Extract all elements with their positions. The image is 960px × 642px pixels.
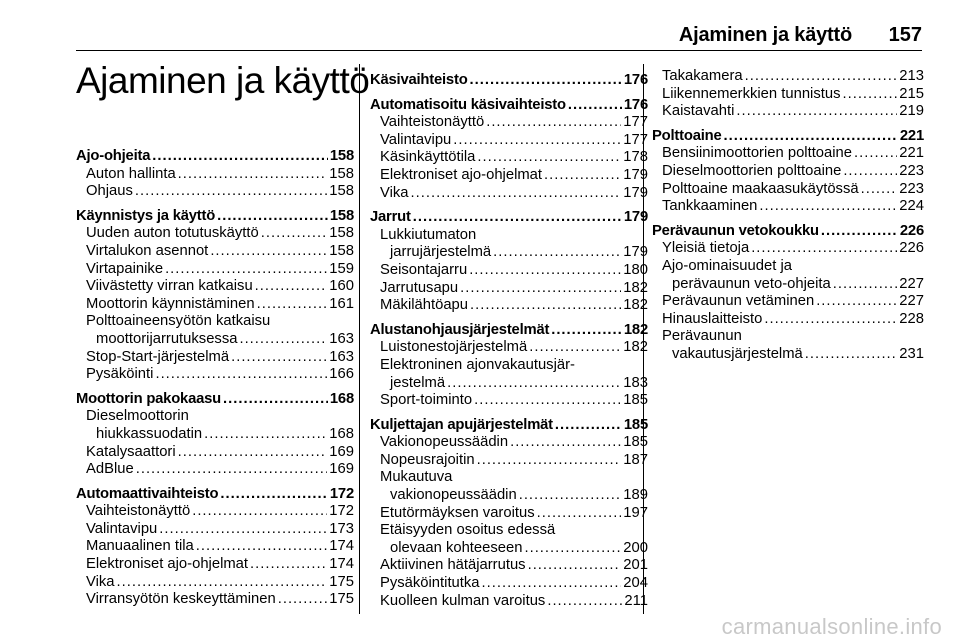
header-rule	[76, 50, 922, 51]
dot-leader	[413, 209, 622, 227]
toc-entry-label: Ajo-ominaisuudet ja	[662, 257, 792, 274]
section-gap	[76, 479, 354, 486]
dot-leader	[470, 72, 622, 90]
toc-entry[interactable]	[76, 538, 354, 556]
toc-page-number: 169	[329, 461, 354, 478]
toc-entry[interactable]	[652, 163, 924, 181]
toc-entry-label: Uuden auton totutuskäyttö	[86, 225, 259, 242]
dot-leader	[486, 114, 621, 132]
toc-page-number: 223	[899, 180, 924, 197]
section-gap	[370, 410, 648, 417]
toc-page-number: 175	[329, 591, 354, 608]
toc-entry[interactable]	[370, 149, 648, 167]
toc-entry-label: Vaihteistonäyttö	[86, 503, 191, 520]
toc-page-number: 185	[623, 434, 648, 451]
toc-entry[interactable]	[370, 262, 648, 280]
dot-leader	[453, 132, 621, 150]
toc-entry[interactable]	[370, 167, 648, 185]
section-gap	[652, 216, 924, 223]
toc-entry[interactable]	[370, 114, 648, 132]
toc-page-number: 200	[623, 539, 648, 556]
toc-page-number: 161	[329, 295, 354, 312]
toc-page-number: 221	[899, 145, 924, 162]
toc-page-number: 163	[329, 348, 354, 365]
toc-entry-label: Viivästetty virran katkaisu	[86, 278, 253, 295]
toc-entry-label: Polttoaineensyötön katkaisu	[86, 313, 271, 330]
toc-page-number: 182	[623, 321, 648, 338]
dot-leader	[745, 68, 898, 86]
toc-entry-label: jestelmä	[390, 374, 446, 391]
toc-entry[interactable]	[370, 185, 648, 203]
toc-entry-label: Polttoaine	[652, 127, 722, 144]
section-gap	[370, 202, 648, 209]
toc-entry-label: Dieselmoottorien polttoaine	[662, 162, 842, 179]
toc-entry[interactable]	[76, 225, 354, 243]
toc-entry[interactable]	[370, 593, 648, 611]
toc-page-number: 204	[623, 575, 648, 592]
toc-entry[interactable]	[76, 278, 354, 296]
toc-page-number: 211	[624, 592, 648, 609]
dot-leader	[261, 225, 328, 243]
dot-leader	[217, 208, 328, 226]
toc-entry[interactable]	[76, 349, 354, 367]
toc-entry-label: Vaihteistonäyttö	[380, 114, 485, 131]
toc-entry[interactable]	[76, 183, 354, 201]
toc-entry-first-line	[76, 408, 354, 426]
dot-leader	[816, 293, 897, 311]
toc-page-number: 168	[329, 425, 354, 442]
toc-entry-label: Alustanohjausjärjestelmät	[370, 321, 550, 338]
dot-leader	[474, 392, 621, 410]
toc-entry[interactable]	[652, 68, 924, 86]
toc-page-number: 172	[329, 485, 354, 502]
toc-entry[interactable]	[76, 521, 354, 539]
dot-leader	[210, 243, 327, 261]
toc-page-number: 172	[329, 503, 354, 520]
dot-leader	[821, 223, 898, 241]
toc-entry[interactable]	[652, 145, 924, 163]
toc-entry[interactable]	[652, 311, 924, 329]
toc-entry-label: Valintavipu	[86, 520, 158, 537]
toc-entry-label: Bensiinimoottorien polttoaine	[662, 145, 853, 162]
toc-page-number: 221	[899, 127, 924, 144]
toc-entry-label: Käsivaihteisto	[370, 72, 468, 88]
toc-page-number: 160	[329, 278, 354, 295]
dot-leader	[204, 426, 327, 444]
dot-leader	[135, 183, 327, 201]
toc-entry[interactable]	[370, 505, 648, 523]
toc-page-number: 201	[623, 557, 648, 574]
toc-entry[interactable]	[370, 339, 648, 357]
toc-entry[interactable]	[652, 86, 924, 104]
toc-page-number: 197	[623, 504, 648, 521]
toc-entry-label: Auton hallinta	[86, 165, 176, 182]
toc-entry[interactable]	[76, 444, 354, 462]
toc-page-number: 166	[329, 366, 354, 383]
toc-entry-label: Takakamera	[662, 68, 743, 84]
toc-entry-label: Kaistavahti	[662, 103, 735, 120]
toc-page-number: 227	[899, 293, 924, 310]
toc-entry-continuation[interactable]	[652, 346, 924, 364]
toc-entry-label: Käynnistys ja käyttö	[76, 207, 216, 224]
toc-entry-label: Vakionopeussäädin	[380, 434, 509, 451]
toc-section-entry[interactable]	[76, 391, 354, 409]
dot-leader	[178, 444, 328, 462]
toc-entry-continuation[interactable]	[370, 540, 648, 558]
toc-entry-label: jarrujärjestelmä	[390, 244, 492, 261]
toc-entry-label: Yleisiä tietoja	[662, 240, 750, 257]
toc-page-number: 213	[899, 68, 924, 84]
toc-page-number: 227	[899, 275, 924, 292]
section-gap	[76, 201, 354, 208]
toc-entry-continuation[interactable]	[76, 331, 354, 349]
toc-entry-label: AdBlue	[86, 461, 134, 478]
toc-page-number: 231	[899, 345, 924, 362]
toc-entry-label: Virransyötön keskeyttäminen	[86, 591, 276, 608]
dot-leader	[250, 556, 327, 574]
toc-section-entry[interactable]	[370, 322, 648, 340]
toc-page-number: 185	[623, 416, 648, 433]
toc-entry-label: Virtalukon asennot	[86, 242, 209, 259]
toc-entry[interactable]	[76, 574, 354, 592]
toc-entry-label: Elektroniset ajo-ohjelmat	[86, 556, 249, 573]
toc-entry-first-line	[652, 328, 924, 346]
toc-page-number: 224	[899, 198, 924, 215]
toc-entry-label: Nopeusrajoitin	[380, 451, 475, 468]
toc-entry-label: Tankkaaminen	[662, 198, 758, 215]
toc-section-entry[interactable]	[370, 72, 648, 90]
toc-section-entry[interactable]	[76, 486, 354, 504]
dot-leader	[136, 461, 328, 479]
toc-entry-label: Aktiivinen hätäjarrutus	[380, 557, 526, 574]
toc-entry-continuation[interactable]	[370, 487, 648, 505]
toc-entry-first-line	[370, 357, 648, 375]
toc-page-number: 158	[329, 148, 354, 164]
toc-entry-label: Etäisyyden osoitus edessä	[380, 522, 556, 539]
dot-leader	[192, 503, 327, 521]
toc-entry-first-line	[370, 227, 648, 245]
toc-entry-continuation[interactable]	[76, 426, 354, 444]
dot-leader	[117, 574, 328, 592]
toc-entry-label: Dieselmoottorin	[86, 408, 189, 425]
toc-entry-continuation[interactable]	[370, 244, 648, 262]
toc-entry[interactable]	[76, 166, 354, 184]
toc-page-number: 189	[623, 487, 648, 504]
dot-leader	[482, 575, 622, 593]
toc-entry-label: Elektroniset ajo-ohjelmat	[380, 166, 543, 183]
dot-leader	[196, 538, 328, 556]
dot-leader	[477, 452, 622, 470]
dot-leader	[529, 339, 621, 357]
dot-leader	[551, 322, 622, 340]
dot-leader	[861, 181, 898, 199]
toc-section-entry[interactable]	[370, 417, 648, 435]
toc-entry[interactable]	[370, 392, 648, 410]
column-divider	[643, 64, 644, 614]
dot-leader	[278, 591, 328, 609]
toc-entry-label: Kuljettajan apujärjestelmät	[370, 416, 553, 433]
toc-page-number: 177	[623, 131, 648, 148]
toc-entry[interactable]	[370, 280, 648, 298]
toc-page-number: 158	[329, 225, 354, 242]
toc-entry-label: Mäkilähtöapu	[380, 297, 469, 314]
toc-entry-label: hiukkassuodatin	[96, 425, 203, 442]
toc-entry-first-line	[370, 522, 648, 540]
section-gap	[76, 384, 354, 391]
toc-page-number: 179	[623, 184, 648, 201]
dot-leader	[257, 296, 328, 314]
toc-entry-label: Valintavipu	[380, 131, 452, 148]
dot-leader	[223, 391, 328, 409]
dot-leader	[477, 149, 621, 167]
dot-leader	[854, 145, 897, 163]
toc-page-number: 176	[623, 96, 648, 113]
toc-page-number: 228	[899, 310, 924, 327]
toc-entry-label: Ohjaus	[86, 183, 133, 200]
toc-page-number: 174	[329, 556, 354, 573]
toc-page-number: 182	[623, 297, 648, 314]
toc-page-number: 226	[899, 240, 924, 257]
toc-entry[interactable]	[370, 452, 648, 470]
toc-page-number: 219	[899, 103, 924, 120]
toc-section-entry[interactable]	[652, 223, 924, 241]
section-gap	[370, 315, 648, 322]
dot-leader	[239, 331, 327, 349]
toc-entry[interactable]	[76, 366, 354, 384]
toc-entry-label: vakionopeussäädin	[390, 487, 517, 504]
toc-entry-label: Liikennemerkkien tunnistus	[662, 85, 841, 102]
toc-entry-continuation[interactable]	[652, 276, 924, 294]
toc-entry-label: vakautusjärjestelmä	[672, 345, 803, 362]
dot-leader	[231, 349, 327, 367]
toc-entry-label: Perävaunun vetäminen	[662, 293, 815, 310]
toc-entry-label: perävaunun veto-ohjeita	[672, 275, 831, 292]
dot-leader	[524, 540, 621, 558]
dot-leader	[470, 297, 621, 315]
toc-entry[interactable]	[76, 461, 354, 479]
running-header-page-number: 157	[888, 24, 922, 46]
dot-leader	[165, 261, 327, 279]
toc-entry-continuation[interactable]	[370, 375, 648, 393]
toc-page-number: 173	[329, 520, 354, 537]
toc-entry-label: Hinauslaitteisto	[662, 310, 763, 327]
column-divider	[359, 64, 360, 614]
toc-entry-label: Etutörmäyksen varoitus	[380, 504, 535, 521]
toc-page-number: 223	[899, 162, 924, 179]
toc-page-number: 169	[329, 443, 354, 460]
toc-entry-label: Stop-Start-järjestelmä	[86, 348, 230, 365]
chapter-title: Ajaminen ja käyttö	[76, 60, 370, 101]
dot-leader	[544, 167, 621, 185]
dot-leader	[255, 278, 328, 296]
dot-leader	[447, 375, 621, 393]
toc-page-number: 158	[329, 207, 354, 224]
toc-page-number: 159	[329, 260, 354, 277]
toc-entry-label: Vika	[380, 184, 409, 201]
dot-leader	[159, 521, 327, 539]
toc-entry-label: Perävaunun	[662, 328, 742, 345]
toc-page-number: 158	[329, 183, 354, 200]
dot-leader	[736, 103, 897, 121]
toc-entry-label: Vika	[86, 573, 115, 590]
toc-entry-label: Moottorin käynnistäminen	[86, 295, 255, 312]
toc-page-number: 177	[623, 114, 648, 131]
toc-section-entry[interactable]	[370, 97, 648, 115]
section-gap	[652, 121, 924, 128]
toc-entry-first-line	[652, 258, 924, 276]
toc-entry[interactable]	[76, 296, 354, 314]
toc-entry-label: olevaan kohteeseen	[390, 539, 523, 556]
toc-entry-label: Sport-toiminto	[380, 392, 473, 409]
toc-entry[interactable]	[76, 591, 354, 609]
dot-leader	[155, 366, 327, 384]
toc-entry[interactable]	[370, 575, 648, 593]
toc-column-1	[76, 148, 354, 609]
toc-entry-label: Seisontajarru	[380, 261, 468, 278]
watermark: carmanualsonline.info	[721, 614, 942, 639]
toc-entry[interactable]	[370, 132, 648, 150]
toc-entry-label: Perävaunun vetokoukku	[652, 222, 819, 239]
section-gap	[370, 90, 648, 97]
toc-entry-label: Luistonestojärjestelmä	[380, 339, 528, 356]
toc-column-2	[370, 72, 648, 610]
toc-page-number: 178	[623, 149, 648, 166]
dot-leader	[460, 280, 621, 298]
toc-entry-label: Käsinkäyttötila	[380, 149, 476, 166]
dot-leader	[764, 311, 897, 329]
dot-leader	[833, 276, 898, 294]
dot-leader	[519, 487, 622, 505]
running-header-title: Ajaminen ja käyttö	[678, 24, 852, 46]
dot-leader	[555, 417, 622, 435]
toc-section-entry[interactable]	[76, 208, 354, 226]
dot-leader	[493, 244, 621, 262]
toc-entry[interactable]	[652, 293, 924, 311]
dot-leader	[842, 86, 897, 104]
toc-entry-label: Jarrutusapu	[380, 279, 459, 296]
toc-section-entry[interactable]	[370, 209, 648, 227]
dot-leader	[759, 198, 897, 216]
toc-entry-label: Manuaalinen tila	[86, 538, 194, 555]
toc-entry[interactable]	[652, 240, 924, 258]
toc-entry-label: Pysäköinti	[86, 366, 154, 383]
dot-leader	[220, 486, 328, 504]
toc-page-number: 182	[623, 279, 648, 296]
toc-entry[interactable]	[652, 181, 924, 199]
dot-leader	[751, 240, 897, 258]
toc-page-number: 168	[329, 390, 354, 407]
dot-leader	[724, 128, 898, 146]
dot-leader	[528, 557, 622, 575]
toc-entry-label: Mukautuva	[380, 469, 453, 486]
toc-page-number: 174	[329, 538, 354, 555]
toc-page-number: 187	[623, 451, 648, 468]
toc-entry[interactable]	[76, 243, 354, 261]
toc-entry-label: Polttoaine maakaasukäytössä	[662, 180, 859, 197]
toc-entry-first-line	[76, 313, 354, 331]
toc-entry-label: Jarrut	[370, 209, 411, 226]
toc-entry[interactable]	[76, 261, 354, 279]
toc-entry-label: Kuolleen kulman varoitus	[380, 592, 546, 609]
dot-leader	[547, 593, 622, 611]
toc-entry-first-line	[370, 469, 648, 487]
toc-entry-label: Elektroninen ajonvakautusjär-	[380, 356, 575, 373]
dot-leader	[537, 505, 622, 523]
dot-leader	[843, 163, 897, 181]
toc-page-number: 183	[623, 374, 648, 391]
toc-entry-label: Katalysaattori	[86, 443, 176, 460]
dot-leader	[568, 97, 622, 115]
toc-page-number: 180	[623, 261, 648, 278]
toc-page-number: 185	[623, 392, 648, 409]
toc-entry-label: Virtapainike	[86, 260, 164, 277]
toc-page-number: 179	[623, 244, 648, 261]
toc-entry[interactable]	[652, 103, 924, 121]
dot-leader	[152, 148, 328, 166]
toc-section-entry[interactable]	[76, 148, 354, 166]
toc-entry-label: Moottorin pakokaasu	[76, 390, 222, 407]
toc-page-number: 226	[899, 222, 924, 239]
toc-entry-label: moottorijarrutuksessa	[96, 330, 238, 347]
toc-entry-label: Lukkiutumaton	[380, 226, 477, 243]
toc-entry-label: Automaattivaihteisto	[76, 485, 219, 502]
toc-entry[interactable]	[76, 556, 354, 574]
toc-entry[interactable]	[652, 198, 924, 216]
toc-page-number: 176	[623, 72, 648, 88]
toc-page-number: 179	[623, 209, 648, 226]
toc-entry-label: Pysäköintitutka	[380, 575, 480, 592]
dot-leader	[805, 346, 898, 364]
toc-entry[interactable]	[370, 434, 648, 452]
toc-page-number: 163	[329, 330, 354, 347]
dot-leader	[510, 434, 621, 452]
toc-column-3	[652, 68, 924, 364]
toc-page-number: 215	[899, 85, 924, 102]
toc-page-number: 158	[329, 165, 354, 182]
toc-page-number: 179	[623, 166, 648, 183]
toc-section-entry[interactable]	[652, 128, 924, 146]
dot-leader	[469, 262, 621, 280]
toc-page-number: 175	[329, 573, 354, 590]
toc-entry-label: Automatisoitu käsivaihteisto	[370, 96, 566, 113]
toc-entry-label: Ajo-ohjeita	[76, 148, 151, 164]
toc-entry[interactable]	[76, 503, 354, 521]
dot-leader	[411, 185, 622, 203]
dot-leader	[178, 166, 328, 184]
toc-entry[interactable]	[370, 297, 648, 315]
toc-page-number: 158	[329, 242, 354, 259]
toc-page-number: 182	[623, 339, 648, 356]
toc-entry[interactable]	[370, 557, 648, 575]
